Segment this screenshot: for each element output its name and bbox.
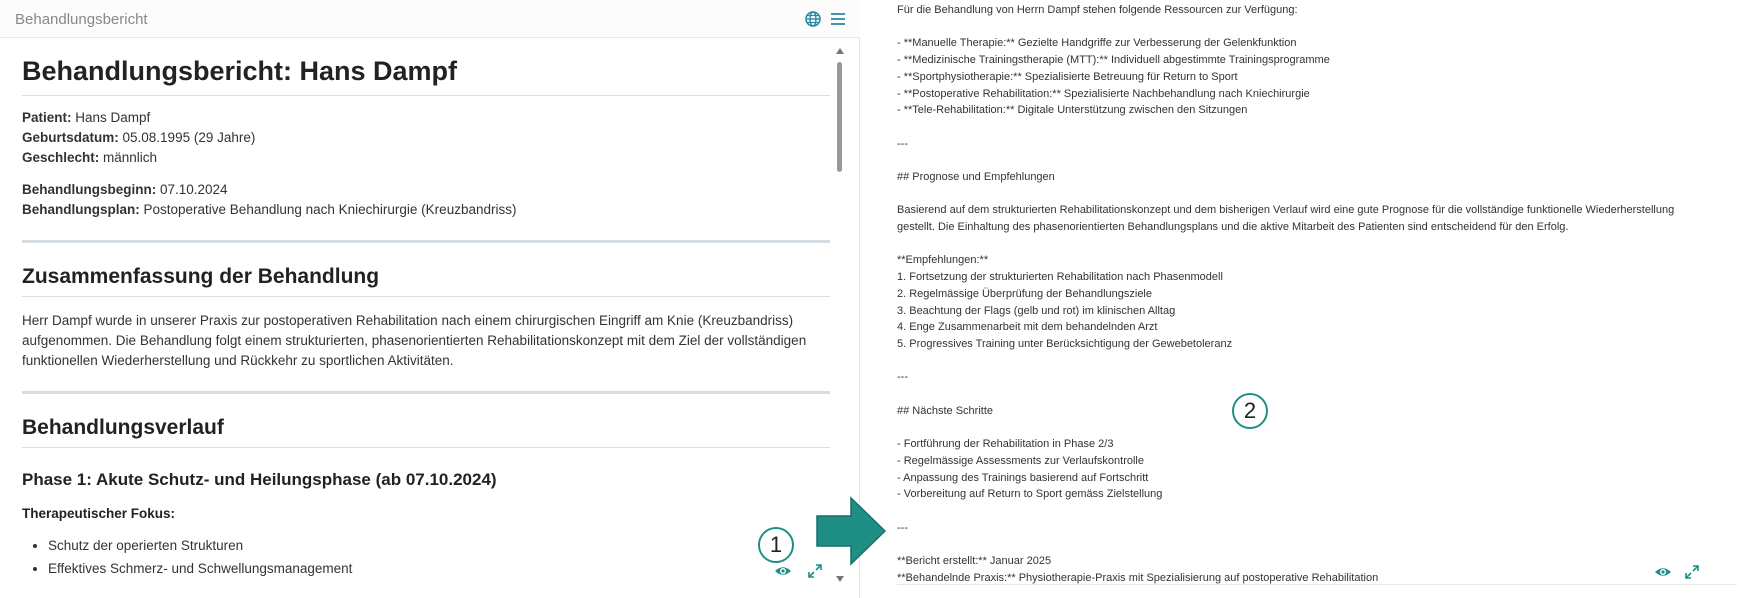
- markdown-line: ---: [897, 371, 908, 384]
- focus-list: [22, 534, 830, 580]
- gender-label: Geschlecht:: [22, 150, 100, 165]
- phase1-heading: Phase 1: Akute Schutz- und Heilungsphase (ab 07.10.2024): [22, 470, 497, 489]
- list-item: • Schutz der operierten Strukturen: [48, 534, 830, 557]
- markdown-line: 3. Beachtung der Flags (gelb und rot) im klinischen Alltag: [897, 304, 1176, 317]
- markdown-line: [897, 152, 1737, 169]
- arrow-right-icon: [815, 496, 887, 566]
- plan-label: Behandlungsplan:: [22, 202, 140, 217]
- expand-icon[interactable]: [1683, 563, 1701, 581]
- report-content: [22, 38, 830, 598]
- markdown-line: gestellt. Die Einhaltung des phasenorientierten Behandlungsplans und die aktive Mitarbeit des Patienten sind entscheidend für den Erfolg.: [897, 221, 1569, 234]
- scroll-thumb[interactable]: [837, 62, 842, 172]
- markdown-line: **Behandelnde Praxis:** Physiotherapie-Praxis mit Spezialisierung auf postoperative Rehabilitation: [897, 571, 1379, 584]
- markdown-line: **Bericht erstellt:** Januar 2025: [897, 555, 1052, 568]
- panel-title: Behandlungsbericht: [15, 11, 148, 28]
- list-item: • Effektives Schmerz- und Schwellungsmanagement: [48, 557, 830, 580]
- panel-header: [0, 0, 860, 38]
- markdown-line: - Vorbereitung auf Return to Sport gemäss Zielstellung: [897, 488, 1163, 501]
- markdown-line: 1. Fortsetzung der strukturierten Rehabilitation nach Phasenmodell: [897, 271, 1223, 284]
- annotation-badge-1: 1: [758, 527, 794, 563]
- markdown-line: 5. Progressives Training unter Berücksichtigung der Gewebetoleranz: [897, 337, 1233, 350]
- gender-value: männlich: [99, 150, 158, 165]
- markdown-line: [897, 503, 1737, 520]
- markdown-line: ---: [897, 521, 908, 534]
- markdown-line: ---: [897, 137, 908, 150]
- markdown-line: ## Nächste Schritte: [897, 404, 993, 417]
- markdown-line: - Fortführung der Rehabilitation in Phase 2/3: [897, 438, 1114, 451]
- markdown-line: - **Manuelle Therapie:** Gezielte Handgriffe zur Verbesserung der Gelenkfunktion: [897, 37, 1297, 50]
- markdown-line: 4. Enge Zusammenarbeit mit dem behandelnden Arzt: [897, 321, 1158, 334]
- patient-info: [22, 108, 830, 168]
- markdown-line: [897, 536, 1737, 553]
- markdown-line: Für die Behandlung von Herrn Dampf stehen folgende Ressourcen zur Verfügung:: [897, 4, 1298, 16]
- focus-label: Therapeutischer Fokus:: [22, 506, 176, 521]
- markdown-line: - **Medizinische Trainingstherapie (MTT):** Individuell abgestimmte Trainingsprogramme: [897, 54, 1330, 67]
- globe-icon[interactable]: [803, 9, 823, 29]
- patient-label: Patient:: [22, 110, 72, 125]
- summary-heading: Zusammenfassung der Behandlung: [22, 265, 830, 297]
- markdown-text[interactable]: [897, 0, 1737, 585]
- markdown-line: **Empfehlungen:**: [897, 254, 989, 267]
- document-title: Behandlungsbericht: Hans Dampf: [22, 56, 830, 96]
- dob-value: 05.08.1995 (29 Jahre): [118, 130, 256, 145]
- treatment-info: [22, 180, 830, 220]
- markdown-line: [897, 186, 1737, 203]
- markdown-line: ## Prognose und Empfehlungen: [897, 170, 1055, 183]
- markdown-line: 2. Regelmässige Überprüfung der Behandlungsziele: [897, 287, 1152, 300]
- markdown-line: [897, 419, 1737, 436]
- start-value: 07.10.2024: [156, 182, 228, 197]
- start-label: Behandlungsbeginn:: [22, 182, 157, 197]
- plan-value: Postoperative Behandlung nach Kniechirurgie (Kreuzbandriss): [139, 202, 517, 217]
- scroll-down-arrow-icon[interactable]: [836, 576, 844, 582]
- section-divider: [22, 391, 830, 394]
- annotation-badge-2: 2: [1232, 393, 1268, 429]
- markdown-line: - **Postoperative Rehabilitation:** Spezialisierte Nachbehandlung nach Kniechirurgie: [897, 87, 1310, 100]
- markdown-line: - **Sportphysiotherapie:** Spezialisierte Betreuung für Return to Sport: [897, 70, 1238, 83]
- markdown-line: Basierend auf dem strukturierten Rehabilitationskonzept und dem bisherigen Verlauf wird eine gute Prognose für die vollständige funktionelle Wiederherstellung: [897, 204, 1675, 217]
- course-heading: Behandlungsverlauf: [22, 416, 830, 448]
- markdown-line: [897, 236, 1737, 253]
- markdown-line: - Anpassung des Trainings basierend auf Fortschritt: [897, 471, 1149, 484]
- markdown-line: [897, 386, 1737, 403]
- scroll-up-arrow-icon[interactable]: [836, 48, 844, 54]
- markdown-source-panel: [884, 0, 1741, 598]
- section-divider: [22, 240, 830, 243]
- eye-icon[interactable]: [774, 562, 792, 580]
- markdown-line: [897, 19, 1737, 36]
- markdown-line: [897, 353, 1737, 370]
- patient-value: Hans Dampf: [71, 110, 151, 125]
- markdown-line: - Regelmässige Assessments zur Verlaufskontrolle: [897, 454, 1144, 467]
- markdown-line: [897, 119, 1737, 136]
- rendered-preview-panel: [0, 0, 860, 598]
- dob-label: Geburtsdatum:: [22, 130, 119, 145]
- menu-icon[interactable]: [828, 9, 848, 29]
- eye-icon[interactable]: [1654, 563, 1672, 581]
- summary-paragraph: Herr Dampf wurde in unserer Praxis zur postoperativen Rehabilitation nach einem chirurgischen Eingriff am Knie (Kreuzbandriss) aufgenommen. Die Behandlung folgt einem strukturierten, phasenorientierten Rehabilitationskonzept mit dem Ziel der vollständigen funktionellen Wiederherstellung und Rückkehr zu sportlichen Aktivitäten.: [22, 313, 807, 368]
- markdown-line: - **Tele-Rehabilitation:** Digitale Unterstützung zwischen den Sitzungen: [897, 104, 1248, 117]
